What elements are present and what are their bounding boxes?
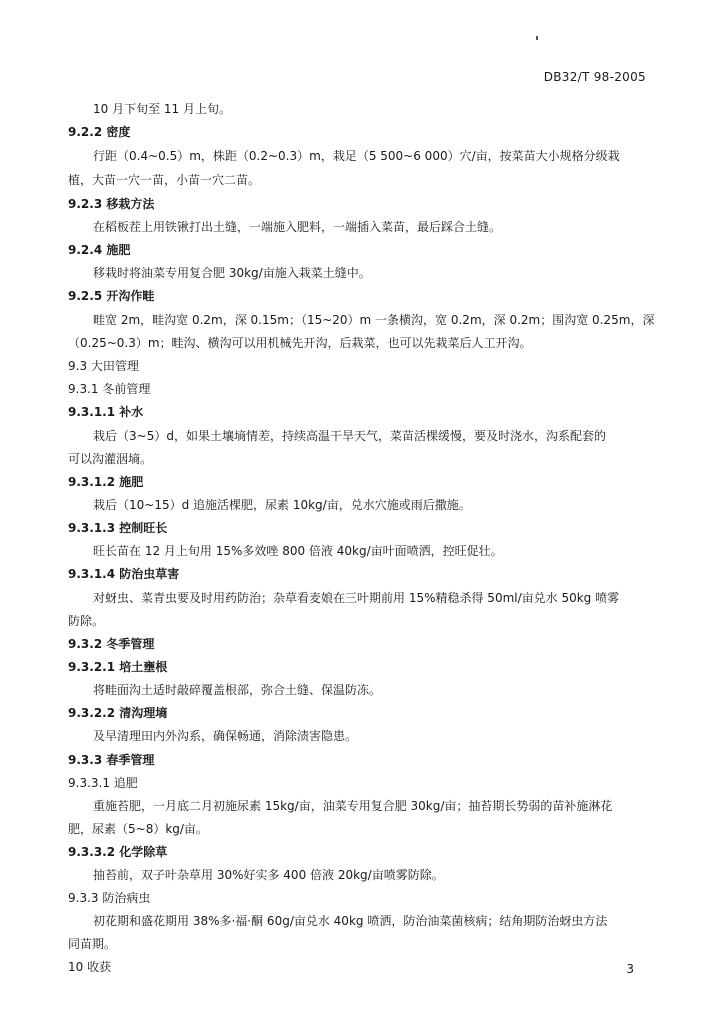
section-heading: 9.2.2 密度 [68, 125, 131, 139]
paragraph-line: 在稻板茬上用铁锹打出土缝，一端施入肥料，一端插入菜苗，最后踩合土缝。 [93, 220, 502, 234]
document-number: DB32/T 98-2005 [543, 70, 646, 84]
paragraph-line: 及早清理田内外沟系，确保畅通，消除渍害隐患。 [93, 729, 358, 743]
paragraph-line: 栽后（3~5）d，如果土壤墒情差，持续高温干旱天气，菜苗活棵缓慢，要及时浇水，沟系配套的 [93, 429, 606, 443]
paragraph-line: （0.25~0.3）m；畦沟、横沟可以用机械先开沟，后栽菜，也可以先栽菜后人工开沟。 [68, 336, 532, 350]
paragraph-line: 肥，尿素（5~8）kg/亩。 [68, 822, 208, 836]
section-heading: 9.3.1.4 防治虫草害 [68, 567, 180, 581]
section-heading: 9.2.5 开沟作畦 [68, 289, 155, 303]
section-heading: 9.3.1.2 施肥 [68, 475, 144, 489]
section-heading: 9.3.2.2 清沟理墒 [68, 706, 168, 720]
section-heading: 9.3.1.1 补水 [68, 405, 144, 419]
paragraph-line: 植，大苗一穴一苗，小苗一穴二苗。 [68, 173, 261, 187]
paragraph-line: 将畦面沟土适时敲碎覆盖根部，弥合土缝、保温防冻。 [93, 683, 382, 697]
section-heading: 9.3.1 冬前管理 [68, 382, 151, 396]
section-heading: 9.3.3.2 化学除草 [68, 845, 168, 859]
section-heading: 9.3.2 冬季管理 [68, 637, 155, 651]
scan-speck [536, 36, 538, 40]
paragraph-line: 旺长苗在 12 月上旬用 15%多效唑 800 倍液 40kg/亩叶面喷洒，控旺促壮。 [93, 544, 503, 558]
paragraph-line: 栽后（10~15）d 追施活棵肥，尿素 10kg/亩，兑水穴施或雨后撒施。 [93, 498, 471, 512]
paragraph-line: 重施苔肥，一月底二月初施尿素 15kg/亩，油菜专用复合肥 30kg/亩；抽苔期长势弱的苗补施淋花 [93, 799, 613, 813]
paragraph-line: 畦宽 2m，畦沟宽 0.2m，深 0.15m；（15~20）m 一条横沟，宽 0.2m，深 0.2m；围沟宽 0.25m，深 [93, 313, 655, 327]
page-number: 3 [626, 962, 634, 976]
paragraph-line: 移栽时将油菜专用复合肥 30kg/亩施入栽菜土缝中。 [93, 266, 371, 280]
section-heading: 10 收获 [68, 960, 112, 974]
paragraph-line: 抽苔前，双子叶杂草用 30%好实多 400 倍液 20kg/亩喷雾防除。 [93, 868, 444, 882]
paragraph-line: 初花期和盛花期用 38%多·福·酮 60g/亩兑水 40kg 喷洒，防治油菜菌核病；结角期防治蚜虫方法 [93, 914, 608, 928]
paragraph-line: 对蚜虫、菜青虫要及时用药防治；杂草看麦娘在三叶期前用 15%精稳杀得 50ml/亩兑水 50kg 喷雾 [93, 591, 620, 605]
section-heading: 9.3.2.1 培土壅根 [68, 660, 168, 674]
section-heading: 9.3.3 春季管理 [68, 753, 155, 767]
paragraph-line: 可以沟灌洇墒。 [68, 452, 153, 466]
section-heading: 9.3 大田管理 [68, 359, 139, 373]
section-heading: 9.2.4 施肥 [68, 243, 131, 257]
section-heading: 9.2.3 移栽方法 [68, 197, 155, 211]
paragraph-line: 防除。 [68, 614, 105, 628]
paragraph-line: 行距（0.4~0.5）m，株距（0.2~0.3）m，栽足（5 500~6 000）穴/亩，按菜苗大小规格分级栽 [93, 149, 620, 163]
paragraph-line: 10 月下旬至 11 月上旬。 [93, 102, 231, 116]
section-heading: 9.3.3 防治病虫 [68, 891, 151, 905]
section-heading: 9.3.3.1 追肥 [68, 776, 138, 790]
paragraph-line: 同苗期。 [68, 937, 117, 951]
section-heading: 9.3.1.3 控制旺长 [68, 521, 168, 535]
